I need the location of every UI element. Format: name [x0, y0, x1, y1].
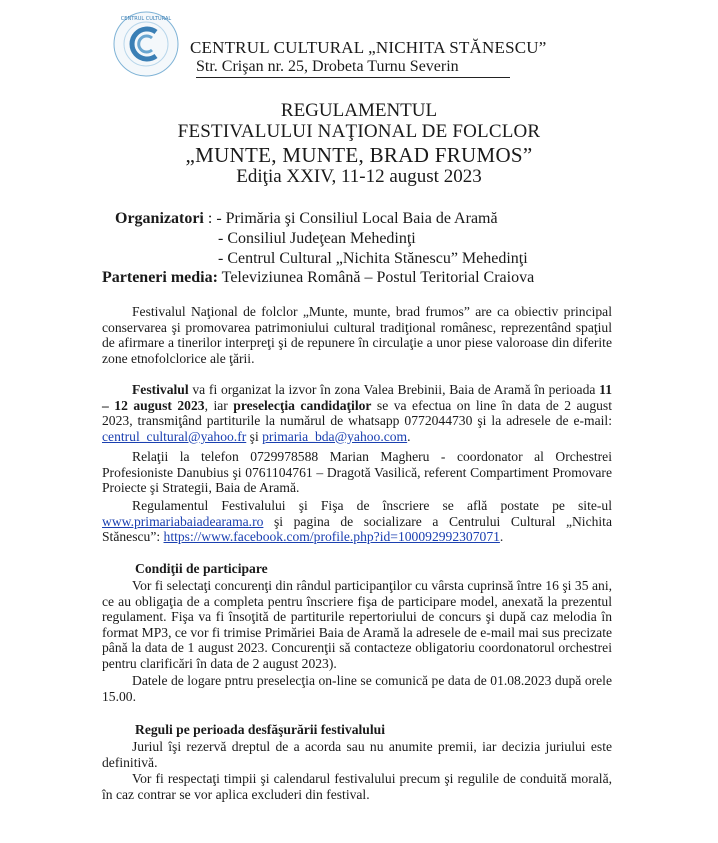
conditions-paragraph: Vor fi selectaţi concurenţi din rândul participanţilor cu vârsta cuprinsă între 16 şi 35 ani, ce au obligaţia de a completa pentru înscriere fişa de participare model, anexată la prezentul regulament. Fişa va fi însoţită de partiturile repertoriului de concurs şi după caz melodia în format MP3, ce vor fi trimise Primăriei Baia de Aramă la adresele de e-mail mai sus precizate până la data de 1 august 2023. Concurenţii să contacteze obligatoriu coordonatorul orchestrei pentru clarificări în data de 2 august 2023).: [102, 578, 612, 671]
login-paragraph: Datele de logare pntru preselecţia on-line se comunică pe data de 01.08.2023 după orele 15.00.: [102, 673, 612, 704]
organizer-item: : - Primăria şi Consiliul Local Baia de Aramă: [207, 210, 498, 227]
festival-text: se va efectua on line în data de 2 august 2023, transmiţând partiturile la numărul de whatsapp 0772044730 şi la adresele de e-mail:: [102, 397, 613, 429]
contact-paragraph: Relaţii la telefon 0729978588 Marian Magheru - coordonator al Orchestrei Profesioniste Danubius şi 0761104761 – Dragotă Vasilică, referent Compartiment Promovare Proiecte şi Strategii, Baia de Aramă.: [102, 449, 612, 496]
title-regulament: REGULAMENTUL: [280, 100, 438, 121]
regulament-text: Regulamentul Festivalului şi Fişa de înscriere se află postate pe site-ul: [132, 498, 612, 513]
regulament-text: şi pagina de socializare a Centrului Cultural „Nichita Stănescu”:: [102, 513, 612, 545]
preselection-label: preselecţia candidaţilor: [233, 397, 372, 413]
website-link[interactable]: www.primariabaiadearama.ro: [102, 513, 264, 529]
regulament-paragraph: [102, 498, 612, 545]
festival-word: Festivalul: [132, 382, 189, 397]
email-link-centrul[interactable]: centrul_cultural@yahoo.fr: [102, 428, 247, 444]
festival-dates: 11 – 12 august 2023: [102, 382, 612, 413]
intro-paragraph: Festivalul Naţional de folclor „Munte, munte, brad frumos” are ca obiectiv principal conservarea şi promovarea patrimoniului cultural tradiţional românesc, reprezentând spaţiul de afirmare a tinerilor interpreţi şi de repunere în circulaţie a unor piese valoroase din diferite zone etnofolclorice ale ţării.: [102, 304, 612, 366]
partners-row: [102, 269, 534, 287]
title-edition: Ediţia XXIV, 11-12 august 2023: [236, 166, 482, 187]
festival-text: şi: [246, 428, 263, 444]
festival-text: va fi organizat la izvor în zona Valea Brebinii, Baia de Aramă în perioada: [188, 382, 600, 397]
regulament-text: .: [499, 529, 504, 545]
rules-heading: Reguli pe perioada desfăşurării festivalului: [135, 722, 385, 737]
facebook-link[interactable]: https://www.facebook.com/profile.php?id=100092992307071: [163, 529, 500, 545]
title-festival: FESTIVALULUI NAŢIONAL DE FOLCLOR: [177, 121, 541, 142]
organizers-label: Organizatori: [115, 210, 204, 227]
partners-label: Parteneri media:: [102, 269, 218, 286]
email-link-primaria[interactable]: primaria_bda@yahoo.com: [262, 428, 408, 444]
svg-text:CENTRUL CULTURAL: CENTRUL CULTURAL: [120, 16, 172, 22]
organizer-item: - Centrul Cultural „Nichita Stănescu” Mehedinţi: [218, 250, 528, 267]
festival-paragraph: [102, 382, 612, 444]
organizer-item: - Consiliul Judeţean Mehedinţi: [218, 230, 416, 247]
organizers-row-1: [115, 210, 498, 228]
conditions-heading: Condiţii de participare: [135, 561, 268, 576]
title-festival-name: „MUNTE, MUNTE, BRAD FRUMOS”: [185, 143, 533, 167]
institution-address: Str. Crişan nr. 25, Drobeta Turnu Severin: [196, 58, 510, 78]
conduct-paragraph: Vor fi respectaţi timpii şi calendarul festivalului precum şi regulile de conduită morală, în caz contrar se vor aplica excluderi din festival.: [102, 771, 612, 802]
festival-text: .: [407, 428, 411, 444]
cultural-center-logo-icon: [112, 10, 180, 78]
festival-text: , iar: [204, 397, 234, 413]
partners-value: Televiziunea Română – Postul Teritorial Craiova: [221, 269, 535, 286]
jury-paragraph: Juriul îşi rezervă dreptul de a acorda sau nu anumite premii, iar decizia juriului este definitivă.: [102, 739, 612, 770]
institution-name: CENTRUL CULTURAL „NICHITA STĂNESCU”: [190, 38, 547, 57]
